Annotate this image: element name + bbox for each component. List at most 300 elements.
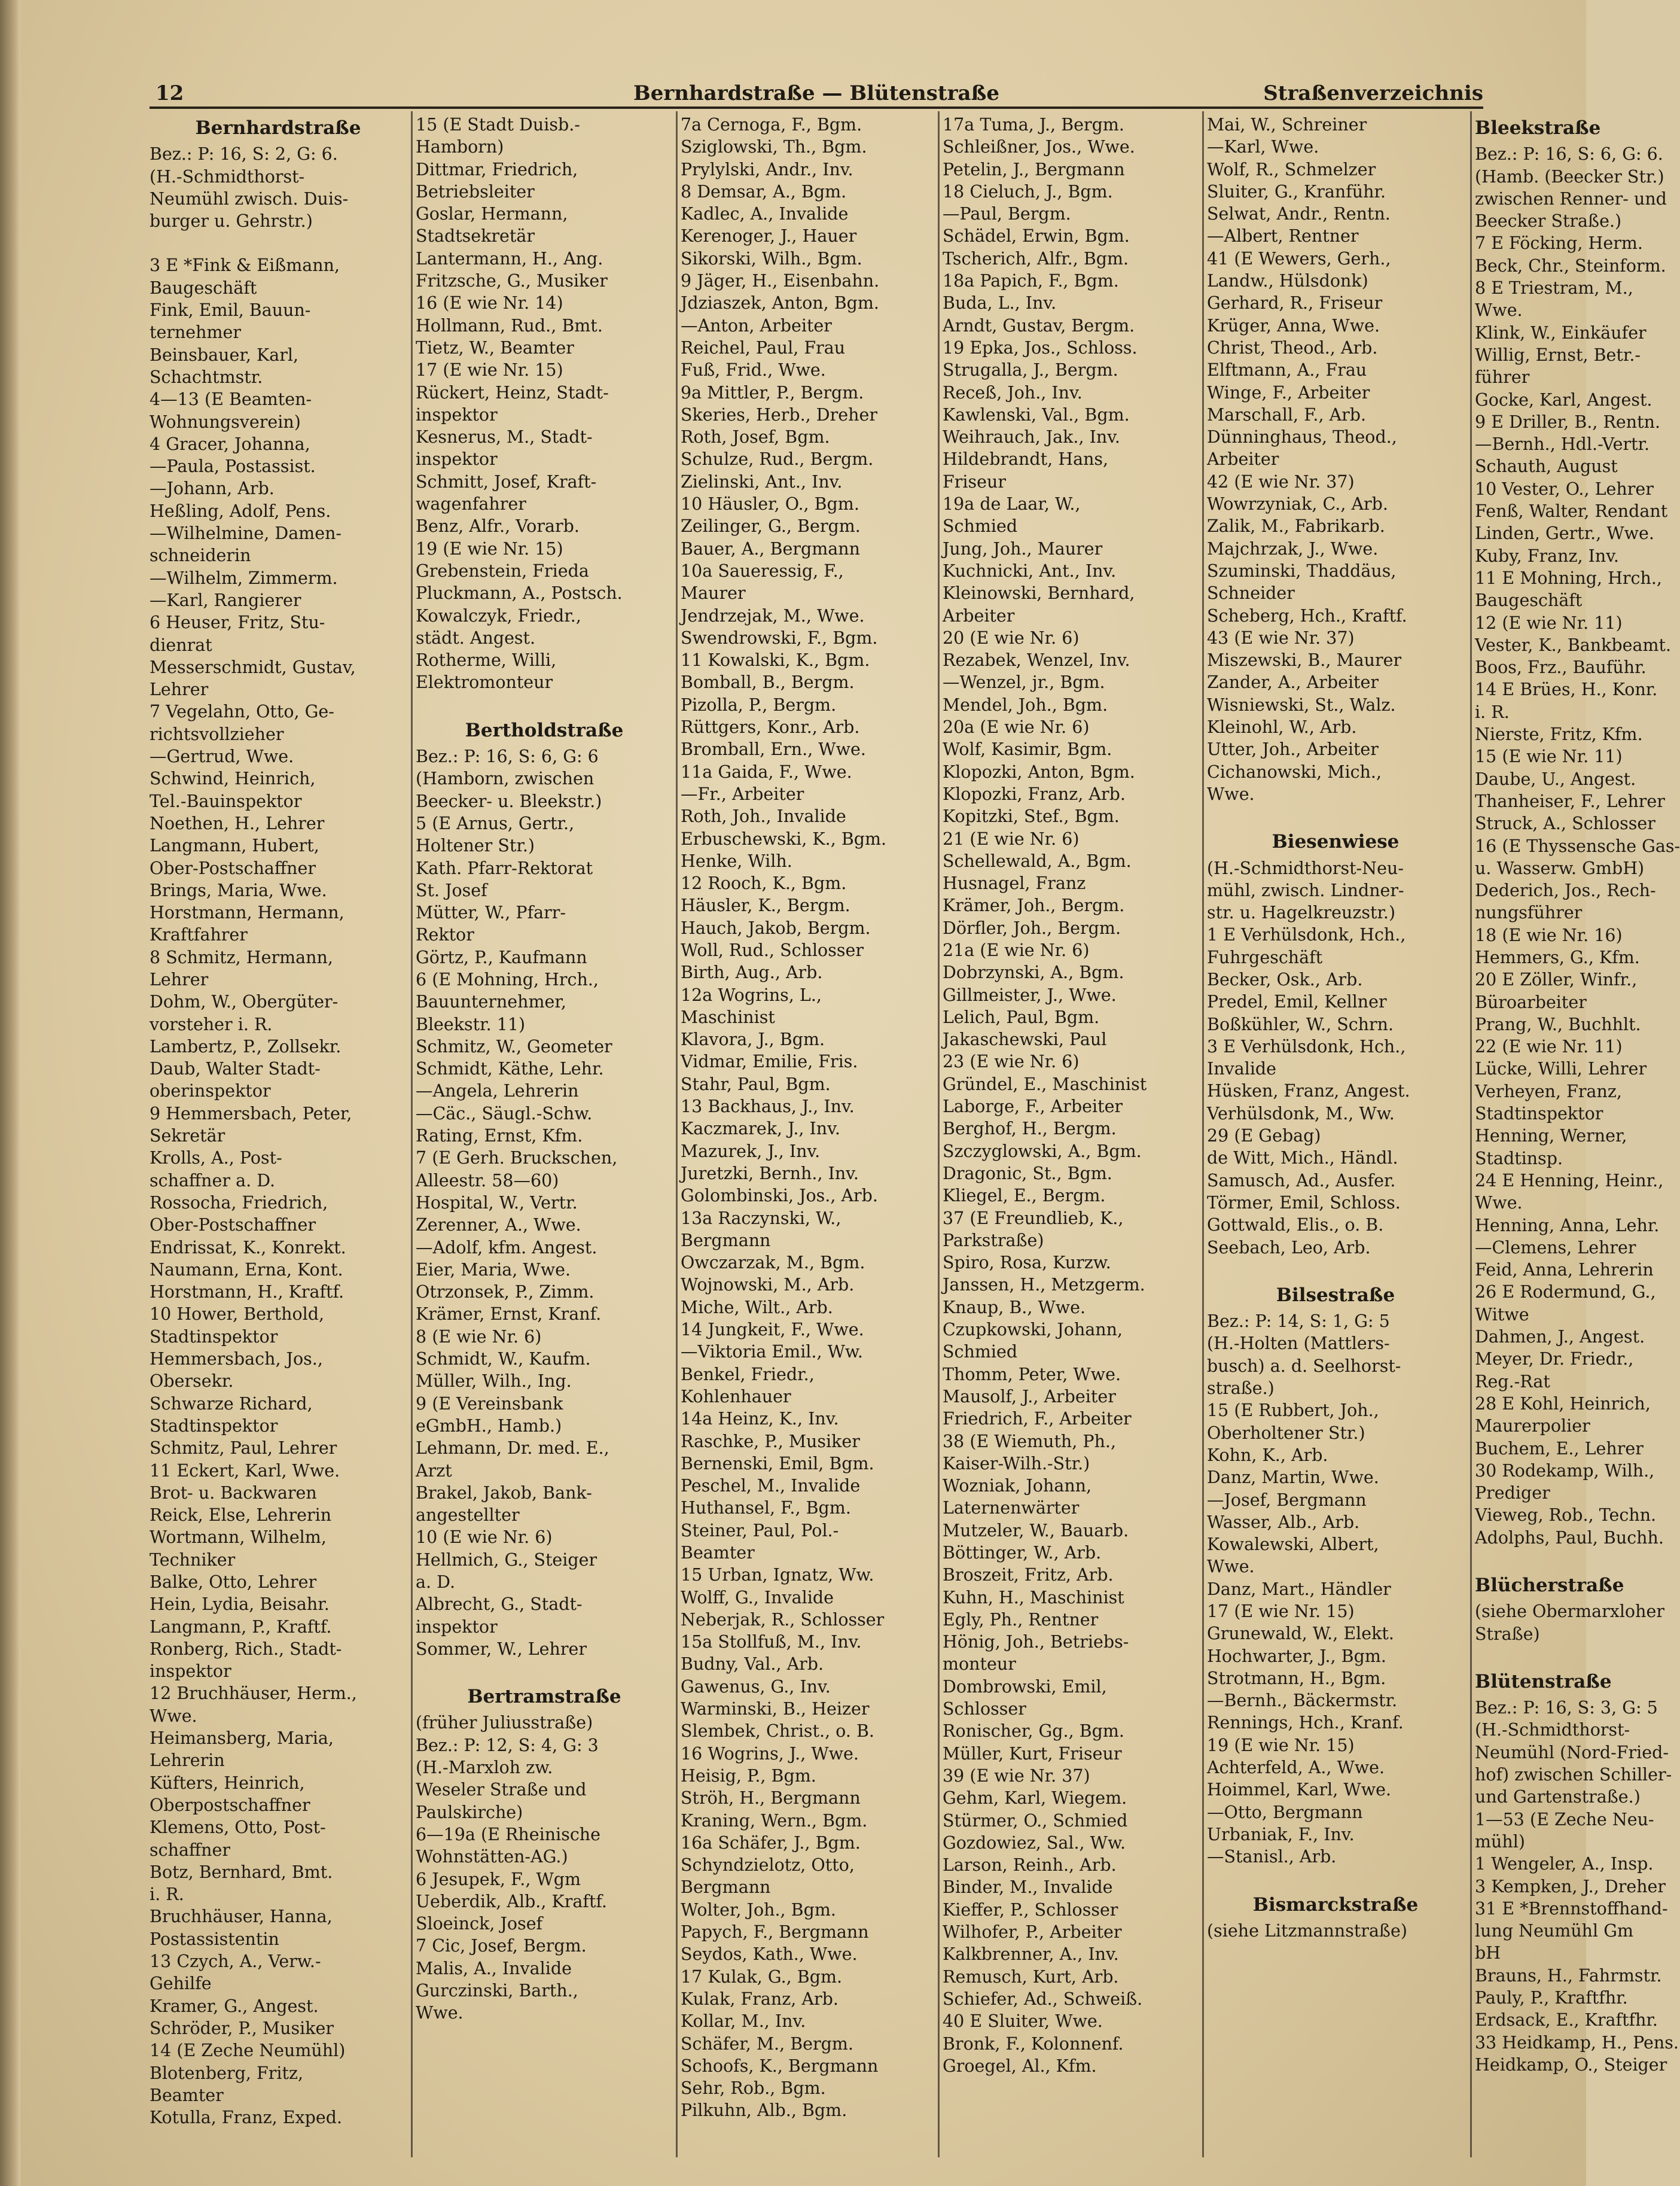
directory-entry: Ströh, H., Bergmann [681, 1788, 861, 1809]
directory-entry: lung Neumühl Gm [1475, 1921, 1633, 1941]
directory-entry: 13 Backhaus, J., Inv. [681, 1097, 855, 1117]
directory-entry: Mutzeler, W., Bauarb. [943, 1520, 1129, 1540]
directory-entry: Langmann, Hubert, [150, 836, 319, 856]
directory-entry: —Viktoria Emil., Ww. [681, 1342, 863, 1362]
directory-entry: Czupkowski, Johann, [943, 1320, 1123, 1340]
directory-entry: Klink, W., Einkäufer [1475, 322, 1647, 343]
directory-entry: Mausolf, J., Arbeiter [943, 1386, 1116, 1406]
directory-entry: Skeries, Herb., Dreher [681, 404, 877, 425]
directory-entry: Henning, Werner, [1475, 1126, 1627, 1146]
directory-entry: 1—53 (E Zeche Neu- [1475, 1809, 1654, 1829]
directory-entry: Kuby, Franz, Inv. [1475, 546, 1619, 566]
directory-entry: Bez.: P: 16, S: 2, G: 6. [150, 144, 338, 165]
directory-entry: Wolff, G., Invalide [681, 1587, 834, 1607]
directory-entry: Schmied [943, 516, 1018, 537]
directory-entry: 8 E Triestram, M., [1475, 278, 1633, 299]
directory-column-5 [1207, 114, 1464, 2160]
directory-entry: Brot- u. Backwaren [150, 1482, 317, 1503]
directory-entry: 9 Hemmersbach, Peter, [150, 1103, 352, 1124]
directory-entry: 43 (E wie Nr. 37) [1207, 628, 1355, 648]
street-heading: Bernhardstraße [195, 117, 361, 139]
directory-entry: bH [1475, 1943, 1501, 1963]
directory-entry: Beamter [681, 1543, 755, 1563]
directory-entry: Schwind, Heinrich, [150, 769, 316, 789]
directory-entry: Struck, A., Schlosser [1475, 814, 1655, 834]
directory-entry: Schädel, Erwin, Bgm. [943, 226, 1130, 246]
directory-entry: Selwat, Andr., Rentn. [1207, 204, 1391, 224]
directory-entry: —Karl, Rangierer [150, 590, 301, 610]
directory-entry: Brauns, H., Fahrmstr. [1475, 1965, 1662, 1986]
directory-entry: Kollar, M., Inv. [681, 2011, 806, 2032]
directory-entry: Golombinski, Jos., Arb. [681, 1186, 878, 1206]
directory-entry: Jakaschewski, Paul [943, 1030, 1107, 1050]
directory-entry: —Wenzel, jr., Bgm. [943, 672, 1105, 693]
directory-entry: Juretzki, Bernh., Inv. [681, 1163, 859, 1183]
directory-entry: 18a Papich, F., Bgm. [943, 271, 1119, 291]
directory-entry: Beck, Chr., Steinform. [1475, 255, 1666, 276]
directory-entry: 16 Wogrins, J., Wwe. [681, 1743, 859, 1764]
directory-entry: Reg.-Rat [1475, 1371, 1550, 1392]
directory-entry: Kesnerus, M., Stadt- [416, 427, 593, 447]
directory-entry: Rossocha, Friedrich, [150, 1192, 328, 1213]
directory-entry: (früher Juliusstraße) [416, 1713, 593, 1733]
directory-entry: zwischen Renner- und [1475, 188, 1667, 209]
directory-entry: Strotmann, H., Bgm. [1207, 1668, 1386, 1688]
directory-entry: Zalik, M., Fabrikarb. [1207, 516, 1385, 537]
directory-entry: 11 Eckert, Karl, Wwe. [150, 1460, 340, 1481]
directory-entry: Heßling, Adolf, Pens. [150, 501, 331, 521]
directory-entry: Kleinowski, Bernhard, [943, 583, 1135, 604]
directory-entry: Hönig, Joh., Betriebs- [943, 1632, 1129, 1652]
directory-entry: 21a (E wie Nr. 6) [943, 940, 1090, 960]
directory-entry: Winge, F., Arbeiter [1207, 382, 1370, 403]
directory-entry: Hellmich, G., Steiger [416, 1549, 597, 1570]
directory-column-3 [681, 114, 938, 2160]
directory-entry: Arbeiter [943, 605, 1015, 626]
directory-entry: Pizolla, P., Bergm. [681, 695, 837, 715]
directory-entry: Lehmann, Dr. med. E., [416, 1438, 609, 1459]
directory-entry: mühl) [1475, 1831, 1525, 1852]
directory-entry: Holtener Str.) [416, 836, 535, 856]
directory-entry: Lehrer [150, 969, 209, 990]
directory-entry: Beamter [150, 2085, 224, 2105]
directory-entry: 16 (E wie Nr. 14) [416, 293, 563, 313]
directory-entry: Gehilfe [150, 1974, 212, 1994]
directory-entry: Bauer, A., Bergmann [681, 538, 860, 559]
directory-entry: Ronberg, Rich., Stadt- [150, 1639, 342, 1659]
directory-entry: Hildebrandt, Hans, [943, 449, 1109, 470]
directory-entry: Wolf, Kasimir, Bgm. [943, 739, 1112, 760]
directory-entry: Reick, Else, Lehrerin [150, 1505, 332, 1526]
directory-entry: Gottwald, Elis., o. B. [1207, 1215, 1384, 1235]
directory-entry: Dombrowski, Emil, [943, 1676, 1107, 1697]
directory-entry: Naumann, Erna, Kont. [150, 1259, 343, 1280]
directory-entry: Danz, Mart., Händler [1207, 1579, 1391, 1599]
directory-entry: Bauunternehmer, [416, 992, 566, 1012]
directory-entry: Mazurek, J., Inv. [681, 1141, 821, 1161]
directory-entry: 42 (E wie Nr. 37) [1207, 471, 1355, 492]
spacer [1475, 1645, 1580, 1667]
directory-entry: Beecker Straße.) [1475, 211, 1622, 232]
directory-entry: Goslar, Hermann, [416, 204, 568, 224]
directory-entry: 19a de Laar, W., [943, 494, 1081, 514]
directory-entry: Bez.: P: 16, S: 6, G: 6. [1475, 144, 1663, 165]
directory-entry: 3 Kempken, J., Dreher [1475, 1876, 1666, 1896]
directory-entry: 15 (E Rubbert, Joh., [1207, 1400, 1379, 1421]
directory-entry: Spiro, Rosa, Kurzw. [943, 1253, 1111, 1273]
directory-entry: Mütter, W., Pfarr- [416, 903, 566, 923]
directory-entry: Kuchnicki, Ant., Inv. [943, 561, 1117, 581]
directory-entry: Szczyglowski, A., Bgm. [943, 1141, 1142, 1161]
directory-entry: ternehmer [150, 322, 242, 343]
directory-entry: —Anton, Arbeiter [681, 315, 832, 336]
directory-entry: 9 (E Vereinsbank [416, 1393, 563, 1414]
directory-entry: (siehe Litzmannstraße) [1207, 1920, 1407, 1941]
directory-entry: Thomm, Peter, Wwe. [943, 1364, 1121, 1384]
directory-entry: nungsführer [1475, 903, 1583, 923]
book-spine-shadow [0, 0, 20, 2186]
directory-entry: 14 (E Zeche Neumühl) [150, 2041, 346, 2061]
directory-entry: 5 (E Arnus, Gertr., [416, 813, 575, 833]
directory-entry: Fink, Emil, Bauun- [150, 300, 311, 321]
directory-entry: Klemens, Otto, Post- [150, 1817, 326, 1838]
directory-entry: Wortmann, Wilhelm, [150, 1527, 327, 1548]
directory-entry: Landw., Hülsdonk) [1207, 271, 1368, 291]
directory-entry: 19 (E wie Nr. 15) [416, 538, 563, 559]
directory-entry: Noethen, H., Lehrer [150, 813, 325, 833]
directory-entry: Wisniewski, St., Walz. [1207, 695, 1396, 715]
directory-entry: Swendrowski, F., Bgm. [681, 628, 878, 648]
directory-entry: 16a Schäfer, J., Bgm. [681, 1832, 861, 1853]
directory-column-1 [150, 114, 407, 2160]
directory-column-6 [1475, 114, 1680, 2160]
directory-entry: Miszewski, B., Maurer [1207, 650, 1402, 671]
directory-entry: Kaiser-Wilh.-Str.) [943, 1453, 1090, 1473]
directory-entry: 7a Cernoga, F., Bgm. [681, 115, 862, 135]
directory-entry: inspektor [150, 1661, 231, 1682]
directory-entry: Krämer, Joh., Bergm. [943, 896, 1125, 916]
directory-entry: (Hamborn, zwischen [416, 769, 594, 789]
directory-entry: Janssen, H., Metzgerm. [943, 1275, 1145, 1295]
directory-entry: Bronk, F., Kolonnenf. [943, 2033, 1124, 2054]
directory-entry: Wwe. [150, 1706, 197, 1726]
directory-entry: 24 E Henning, Heinr., [1475, 1170, 1664, 1191]
directory-entry: Lelich, Paul, Bgm. [943, 1007, 1100, 1027]
directory-entry: Kramer, G., Angest. [150, 1996, 319, 2016]
directory-column-2 [416, 114, 673, 2160]
directory-entry: Zeilinger, G., Bergm. [681, 516, 861, 537]
directory-entry: Wolter, Joh., Bgm. [681, 1899, 836, 1920]
directory-entry: Budny, Val., Arb. [681, 1654, 824, 1674]
directory-entry: Roth, Josef, Bgm. [681, 427, 830, 447]
directory-entry: Maurerpolier [1475, 1416, 1590, 1436]
directory-entry: Baugeschäft [1475, 590, 1583, 611]
directory-entry: Jendrzejak, M., Wwe. [681, 605, 865, 626]
column-divider [1470, 111, 1472, 2157]
spacer [1475, 1549, 1580, 1571]
directory-entry: 8 (E wie Nr. 6) [416, 1326, 542, 1347]
directory-entry: schaffner [150, 1840, 231, 1860]
directory-entry: (H.-Schmidthorst-Neu- [1207, 858, 1404, 878]
directory-entry: mühl, zwisch. Lindner- [1207, 880, 1404, 900]
directory-entry: Prediger [1475, 1483, 1550, 1503]
directory-entry: Husnagel, Franz [943, 873, 1086, 894]
directory-entry: Krüger, Anna, Wwe. [1207, 315, 1380, 336]
directory-entry: 23 (E wie Nr. 6) [943, 1052, 1080, 1072]
directory-entry: Steiner, Paul, Pol.- [681, 1520, 839, 1540]
directory-entry: Schmidt, Käthe, Lehr. [416, 1059, 604, 1079]
directory-entry: Elftmann, A., Frau [1207, 360, 1367, 380]
directory-entry: 28 E Kohl, Heinrich, [1475, 1393, 1651, 1414]
directory-entry: Invalide [1207, 1059, 1277, 1079]
directory-entry: Elektromonteur [416, 672, 553, 693]
directory-entry: Friseur [943, 471, 1006, 492]
section-title: Straßenverzeichnis [1263, 81, 1483, 105]
directory-entry: Kalkbrenner, A., Inv. [943, 1944, 1119, 1965]
directory-entry: 15 (E Stadt Duisb.- [416, 115, 580, 135]
directory-entry: Kieffer, P., Schlosser [943, 1899, 1118, 1920]
directory-entry: 6—19a (E Rheinische [416, 1824, 601, 1844]
directory-entry: Stadtinspektor [150, 1326, 278, 1347]
directory-entry: 19 (E wie Nr. 15) [1207, 1735, 1355, 1755]
directory-entry: Rezabek, Wenzel, Inv. [943, 650, 1130, 671]
directory-entry: burger u. Gehrstr.) [150, 211, 313, 232]
street-heading: Bertholdstraße [465, 719, 624, 741]
directory-entry: Miche, Wilt., Arb. [681, 1297, 833, 1317]
directory-entry: Gozdowiez, Sal., Ww. [943, 1832, 1126, 1853]
directory-entry: 10 Häusler, O., Bgm. [681, 494, 859, 514]
directory-entry: Linden, Gertr., Wwe. [1475, 523, 1654, 544]
directory-entry: Hoimmel, Karl, Wwe. [1207, 1780, 1392, 1800]
directory-entry: —Paula, Postassist. [150, 456, 316, 477]
directory-entry: 40 E Sluiter, Wwe. [943, 2011, 1103, 2032]
directory-entry: (siehe Obermarxloher [1475, 1602, 1664, 1622]
directory-entry: —Wilhelmine, Damen- [150, 523, 342, 544]
directory-entry: Warminski, B., Heizer [681, 1699, 870, 1719]
directory-entry: —Albert, Rentner [1207, 226, 1359, 246]
directory-entry: 14a Heinz, K., Inv. [681, 1409, 839, 1429]
directory-entry: Obersekr. [150, 1371, 234, 1392]
directory-entry: 4—13 (E Beamten- [150, 389, 312, 410]
directory-entry: Vester, K., Bankbeamt. [1475, 635, 1672, 655]
directory-entry: Oberpostschaffner [150, 1795, 310, 1815]
directory-entry: Stadtinspektor [1475, 1104, 1603, 1124]
directory-entry: monteur [943, 1654, 1016, 1674]
directory-entry: 15 Urban, Ignatz, Ww. [681, 1565, 874, 1585]
directory-entry: (Hamb. (Beecker Str.) [1475, 166, 1664, 187]
directory-entry: schaffner a. D. [150, 1170, 276, 1191]
directory-entry: 20 (E wie Nr. 6) [943, 628, 1080, 648]
directory-entry: Gurczinski, Barth., [416, 1981, 578, 2001]
spacer [1207, 1259, 1464, 1281]
directory-entry: Cichanowski, Mich., [1207, 762, 1382, 782]
directory-entry: Lambertz, P., Zollsekr. [150, 1036, 342, 1057]
directory-entry: 11 Kowalski, K., Bgm. [681, 650, 870, 671]
directory-entry: Gillmeister, J., Wwe. [943, 985, 1117, 1005]
directory-entry: Pauly, P., Kraftfhr. [1475, 1988, 1628, 2008]
spacer [1207, 1868, 1464, 1890]
directory-column-4 [943, 114, 1200, 2160]
directory-entry: Zielinski, Ant., Inv. [681, 471, 843, 492]
directory-entry: Lehrerin [150, 1750, 225, 1771]
directory-entry: Sekretär [150, 1126, 225, 1146]
directory-entry: Sehr, Rob., Bgm. [681, 2078, 826, 2099]
directory-entry: Seydos, Kath., Wwe. [681, 1944, 858, 1965]
directory-entry: Achterfeld, A., Wwe. [1207, 1758, 1385, 1778]
directory-entry: 38 (E Wiemuth, Ph., [943, 1431, 1117, 1451]
directory-entry: 16 (E Thyssensche Gas- [1475, 836, 1680, 856]
directory-entry: Stürmer, O., Schmied [943, 1810, 1128, 1831]
directory-entry: Maurer [681, 583, 746, 604]
directory-entry: Kath. Pfarr-Rektorat [416, 858, 593, 878]
directory-entry: inspektor [416, 404, 498, 425]
directory-entry: Kohn, K., Arb. [1207, 1445, 1328, 1465]
directory-entry: Heisig, P., Bgm. [681, 1765, 816, 1786]
directory-entry: str. u. Hagelkreuzstr.) [1207, 903, 1396, 923]
directory-entry: Receß, Joh., Inv. [943, 382, 1083, 403]
spacer [416, 1660, 673, 1682]
directory-entry: Böttinger, W., Arb. [943, 1543, 1102, 1563]
directory-entry: Kowalczyk, Friedr., [416, 605, 581, 626]
directory-entry: —Clemens, Lehrer [1475, 1237, 1636, 1258]
directory-entry: Wohnungsverein) [150, 412, 301, 432]
directory-entry: Kliegel, E., Bergm. [943, 1186, 1106, 1206]
directory-entry: Kotulla, Franz, Exped. [150, 2108, 343, 2128]
directory-entry: Rektor [416, 925, 474, 945]
directory-entry: inspektor [416, 1616, 498, 1637]
directory-entry: Bruchhäuser, Hanna, [150, 1907, 333, 1927]
directory-entry: Krolls, A., Post- [150, 1148, 282, 1168]
directory-entry: Marschall, F., Arb. [1207, 404, 1367, 425]
directory-entry: richtsvollzieher [150, 724, 284, 744]
directory-entry: Bernenski, Emil, Bgm. [681, 1453, 874, 1473]
directory-entry: Schulze, Rud., Bergm. [681, 449, 874, 470]
directory-entry: 6 Heuser, Fritz, Stu- [150, 613, 325, 633]
directory-entry: (H.-Holten (Mattlers- [1207, 1333, 1390, 1354]
directory-entry: 39 (E wie Nr. 37) [943, 1765, 1090, 1786]
directory-entry: Lücke, Willi, Lehrer [1475, 1059, 1647, 1079]
directory-entry: Oberholtener Str.) [1207, 1423, 1365, 1443]
directory-entry: Schmitz, W., Geometer [416, 1036, 612, 1057]
directory-entry: Arbeiter [1207, 449, 1279, 470]
directory-entry: straße.) [1207, 1378, 1275, 1399]
directory-entry: angestellter [416, 1505, 520, 1526]
directory-entry: Parkstraße) [943, 1230, 1044, 1250]
directory-entry: Benkel, Friedr., [681, 1364, 815, 1384]
directory-entry: —Paul, Bergm. [943, 204, 1071, 224]
directory-entry: Ober-Postschaffner [150, 1215, 316, 1235]
directory-entry: Hospital, W., Vertr. [416, 1192, 578, 1213]
directory-entry: Wwe. [416, 2003, 464, 2023]
directory-entry: 29 (E Gebag) [1207, 1126, 1321, 1146]
directory-entry: Klavora, J., Bgm. [681, 1030, 825, 1050]
directory-entry: Berghof, H., Bergm. [943, 1119, 1117, 1139]
directory-entry: Kleinohl, W., Arb. [1207, 717, 1357, 738]
directory-entry: Schmitz, Paul, Lehrer [150, 1438, 337, 1459]
directory-entry: Stadtinspektor [150, 1415, 278, 1436]
directory-entry: Hollmann, Rud., Bmt. [416, 315, 603, 336]
directory-entry: Becker, Osk., Arb. [1207, 969, 1363, 990]
directory-entry: Maschinist [681, 1007, 775, 1027]
directory-entry: Rennings, Hch., Kranf. [1207, 1713, 1404, 1733]
directory-entry: Sloeinck, Josef [416, 1914, 543, 1934]
directory-entry: Wolf, R., Schmelzer [1207, 159, 1376, 179]
directory-entry: Rating, Ernst, Kfm. [416, 1126, 583, 1146]
directory-entry: Kuhn, H., Maschinist [943, 1587, 1124, 1607]
directory-entry: Neumühl (Nord-Fried- [1475, 1742, 1669, 1762]
directory-entry: Schäfer, M., Bergm. [681, 2033, 853, 2054]
directory-entry: Rotherme, Willi, [416, 650, 557, 671]
directory-entry: 7 (E Gerh. Bruckschen, [416, 1148, 618, 1168]
directory-entry: Wwe. [1207, 784, 1255, 804]
directory-entry: —Johann, Arb. [150, 479, 275, 499]
directory-entry: Zerenner, A., Wwe. [416, 1215, 581, 1235]
directory-entry: Müller, Wilh., Ing. [416, 1371, 572, 1392]
directory-entry: —Angela, Lehrerin [416, 1081, 579, 1101]
directory-entry: Neumühl zwisch. Duis- [150, 188, 349, 209]
directory-entry: 10a Saueressig, F., [681, 561, 844, 581]
directory-entry: Schmied [943, 1342, 1018, 1362]
spacer [1207, 805, 1464, 827]
directory-entry: Laternenwärter [943, 1498, 1080, 1518]
directory-entry: Schlosser [943, 1699, 1026, 1719]
directory-entry: a. D. [416, 1572, 456, 1592]
directory-entry: Kowalewski, Albert, [1207, 1535, 1379, 1555]
directory-entry: i. R. [150, 1884, 184, 1905]
directory-entry: Dünninghaus, Theod., [1207, 427, 1397, 447]
column-divider [938, 111, 940, 2157]
directory-entry: Predel, Emil, Kellner [1207, 992, 1387, 1012]
directory-entry: Bez.: P: 14, S: 1, G: 5 [1207, 1311, 1390, 1332]
directory-entry: 18 (E wie Nr. 16) [1475, 925, 1623, 945]
directory-entry: Schmidt, W., Kaufm. [416, 1349, 591, 1369]
directory-entry: 6 Jesupek, F., Wgm [416, 1869, 581, 1889]
directory-entry: Blotenberg, Fritz, [150, 2063, 304, 2083]
directory-entry: 14 Jungkeit, F., Wwe. [681, 1320, 864, 1340]
directory-entry: Zander, A., Arbeiter [1207, 672, 1379, 693]
directory-entry: Balke, Otto, Lehrer [150, 1572, 317, 1592]
directory-entry: Pluckmann, A., Postsch. [416, 583, 623, 604]
directory-entry: Beinsbauer, Karl, [150, 345, 299, 365]
street-heading: Blücherstraße [1475, 1575, 1624, 1596]
column-divider [676, 111, 678, 2157]
directory-entry: Postassistentin [150, 1929, 279, 1949]
directory-entry: Wozniak, Johann, [943, 1476, 1092, 1496]
directory-entry: inspektor [416, 449, 498, 470]
street-heading: Biesenwiese [1272, 831, 1400, 853]
directory-entry: 12 Bruchhäuser, Herm., [150, 1683, 357, 1704]
directory-entry: und Gartenstraße.) [1475, 1787, 1641, 1807]
directory-entry: Prylylski, Andr., Inv. [681, 159, 853, 179]
directory-entry: Hamborn) [416, 137, 504, 157]
street-heading: Bismarckstraße [1252, 1893, 1419, 1916]
directory-entry: Bromball, Ern., Wwe. [681, 739, 866, 760]
directory-entry: Törmer, Emil, Schloss. [1207, 1192, 1401, 1213]
directory-entry: (H.-Marxloh zw. [416, 1758, 553, 1778]
directory-entry: Kopitzki, Stef., Bgm. [943, 806, 1120, 827]
directory-entry: Endrissat, K., Konrekt. [150, 1237, 346, 1258]
directory-entry: Wwe. [1475, 300, 1523, 321]
directory-entry: Kerenoger, J., Hauer [681, 226, 857, 246]
directory-entry: Fenß, Walter, Rendant [1475, 501, 1668, 522]
directory-entry: 12a Wogrins, L., [681, 985, 822, 1005]
directory-entry: Owczarzak, M., Bgm. [681, 1253, 865, 1273]
directory-entry: 11a Gaida, F., Wwe. [681, 762, 852, 782]
directory-entry: Gawenus, G., Inv. [681, 1676, 831, 1697]
directory-entry: 17a Tuma, J., Bergm. [943, 115, 1124, 135]
directory-entry: 37 (E Freundlieb, K., [943, 1208, 1124, 1228]
directory-entry: städt. Angest. [416, 628, 536, 648]
